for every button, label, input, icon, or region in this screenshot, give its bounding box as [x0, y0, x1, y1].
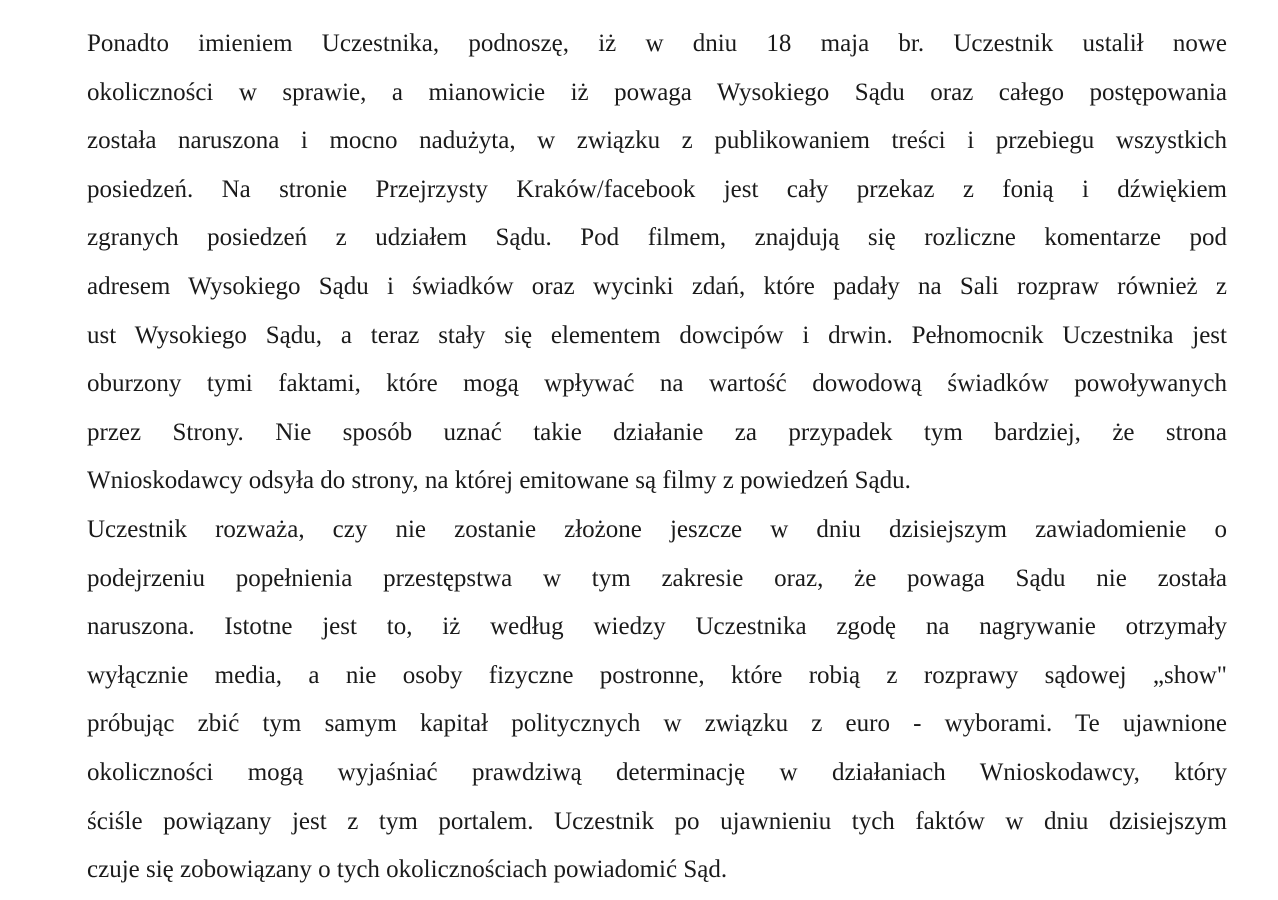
text-line: ściśle powiązany jest z tym portalem. Uczestnik po ujawnieniu tych faktów w dniu dzisiejszym — [87, 807, 1227, 835]
text-line: podejrzeniu popełnienia przestępstwa w tym zakresie oraz, że powaga Sądu nie została — [87, 564, 1227, 592]
paragraph-1 — [87, 20, 1227, 506]
text-line: zgranych posiedzeń z udziałem Sądu. Pod filmem, znajdują się rozliczne komentarze pod — [87, 224, 1227, 252]
text-line: ust Wysokiego Sądu, a teraz stały się elementem dowcipów i drwin. Pełnomocnik Uczestnika jest — [87, 321, 1227, 349]
text-line: okoliczności w sprawie, a mianowicie iż powaga Wysokiego Sądu oraz całego postępowania — [87, 78, 1227, 106]
document-body — [87, 20, 1227, 895]
text-line: próbując zbić tym samym kapitał politycznych w związku z euro - wyborami. Te ujawnione — [87, 710, 1227, 738]
text-line: Wnioskodawcy odsyła do strony, na której emitowane są filmy z powiedzeń Sądu. — [87, 467, 911, 495]
text-line: okoliczności mogą wyjaśniać prawdziwą determinację w działaniach Wnioskodawcy, który — [87, 758, 1227, 786]
text-line: wyłącznie media, a nie osoby fizyczne postronne, które robią z rozprawy sądowej „show" — [87, 661, 1227, 689]
text-line: adresem Wysokiego Sądu i świadków oraz wycinki zdań, które padały na Sali rozpraw również z — [87, 272, 1227, 300]
text-line: Ponadto imieniem Uczestnika, podnoszę, iż w dniu 18 maja br. Uczestnik ustalił nowe — [87, 30, 1227, 57]
text-line: przez Strony. Nie sposób uznać takie działanie za przypadek tym bardziej, że strona — [87, 418, 1227, 446]
text-line: czuje się zobowiązany o tych okolicznościach powiadomić Sąd. — [87, 856, 728, 884]
text-line: oburzony tymi faktami, które mogą wpływać na wartość dowodową świadków powoływanych — [87, 370, 1227, 398]
text-line: naruszona. Istotne jest to, iż według wiedzy Uczestnika zgodę na nagrywanie otrzymały — [87, 613, 1227, 641]
paragraph-2 — [87, 506, 1227, 895]
text-line: Uczestnik rozważa, czy nie zostanie złożone jeszcze w dniu dzisiejszym zawiadomienie o — [87, 515, 1227, 543]
text-line: została naruszona i mocno nadużyta, w związku z publikowaniem treści i przebiegu wszystkich — [87, 127, 1227, 155]
text-line: posiedzeń. Na stronie Przejrzysty Kraków/facebook jest cały przekaz z fonią i dźwiękiem — [87, 175, 1227, 203]
